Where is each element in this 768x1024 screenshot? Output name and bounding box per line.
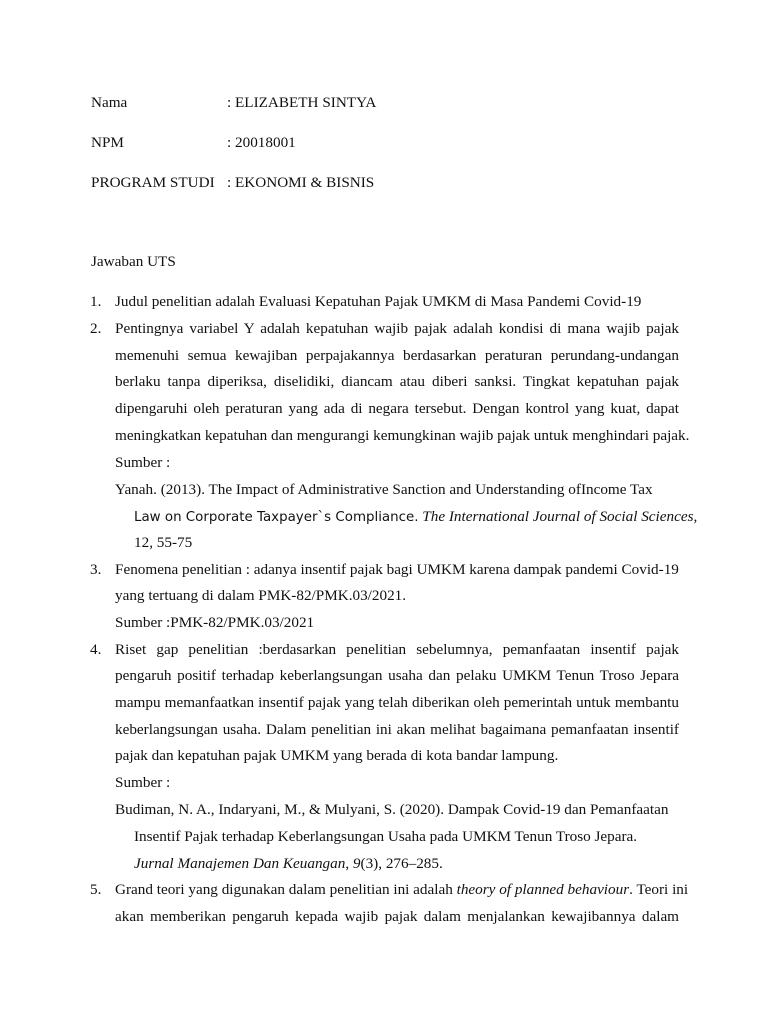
npm-label: NPM (91, 134, 124, 151)
reference-line: Budiman, N. A., Indaryani, M., & Mulyani, S. (2020). Dampak Covid-19 dan Pemanfaatan (115, 801, 669, 818)
item-5-line (115, 881, 688, 899)
theory-name: theory of planned behaviour (456, 881, 630, 898)
item-4-line: pengaruh positif terhadap keberlangsungan usaha dan pelaku UMKM Tenun Troso Jepara (115, 667, 679, 684)
reference-line: Yanah. (2013). The Impact of Administrative Sanction and Understanding ofIncome Tax (115, 481, 653, 498)
item-4-line: mampu memanfaatkan insentif pajak yang telah diberikan oleh pemerintah untuk membantu (115, 694, 679, 711)
nama-label: Nama (91, 94, 128, 111)
item-2-line: meningkatkan kepatuhan dan mengurangi kemungkinan wajib pajak untuk menghindari pajak. (115, 427, 690, 444)
item-2-line: berlaku tanpa diperiksa, diselidiki, diancam atau diberi sanksi. Tingkat kepatuhan pajak (115, 373, 679, 390)
reference-line: 12, 55-75 (134, 534, 193, 551)
item-5-text: . Teori ini (629, 881, 689, 898)
nama-value: : ELIZABETH SINTYA (227, 94, 377, 111)
reference-punct: , (693, 508, 698, 525)
item-2-line: Pentingnya variabel Y adalah kepatuhan wajib pajak adalah kondisi di mana wajib pajak (115, 320, 679, 337)
item-4-line: Riset gap penelitian :berdasarkan penelitian sebelumnya, pemanfaatan insentif pajak (115, 641, 679, 658)
reference-line: Insentif Pajak terhadap Keberlangsungan Usaha pada UMKM Tenun Troso Jepara. (134, 828, 638, 845)
source-line: Sumber :PMK-82/PMK.03/2021 (115, 614, 315, 631)
item-4-line: keberlangsungan usaha. Dalam penelitian ini akan melihat bagaimana pemanfaatan insentif (115, 721, 679, 738)
source-label: Sumber : (115, 774, 171, 791)
npm-value: : 20018001 (227, 134, 296, 151)
reference-line (134, 855, 443, 873)
reference-title: Law on Corporate Taxpayer`s Compliance. (134, 510, 419, 525)
source-label: Sumber : (115, 454, 171, 471)
item-number: 1. (90, 293, 102, 310)
program-studi-value: : EKONOMI & BISNIS (227, 174, 375, 191)
item-number: 3. (90, 561, 102, 578)
item-3-line: Fenomena penelitian : adanya insentif pajak bagi UMKM karena dampak pandemi Covid-19 (115, 561, 679, 578)
item-number: 4. (90, 641, 102, 658)
section-title: Jawaban UTS (91, 253, 176, 270)
reference-line (134, 508, 697, 527)
reference-punct: , (345, 855, 353, 872)
item-2-line: memenuhi semua kewajiban perpajakannya berdasarkan peraturan perundang-undangan (115, 347, 679, 364)
item-2-line: dipengaruhi oleh peraturan yang ada di negara tersebut. Dengan kontrol yang kuat, dapat (115, 400, 679, 417)
item-3-line: yang tertuang di dalam PMK-82/PMK.03/2021. (115, 587, 407, 604)
item-5-text: Grand teori yang digunakan dalam penelitian ini adalah (115, 881, 457, 898)
journal-name: The International Journal of Social Sciences (422, 508, 694, 525)
reference-pages: (3), 276–285. (360, 855, 443, 872)
journal-name: Jurnal Manajemen Dan Keuangan (134, 855, 346, 872)
item-1-line: Judul penelitian adalah Evaluasi Kepatuhan Pajak UMKM di Masa Pandemi Covid-19 (115, 293, 642, 310)
item-4-line: pajak dan kepatuhan pajak UMKM yang berada di kota bandar lampung. (115, 747, 559, 764)
item-number: 5. (90, 881, 102, 898)
program-studi-label: PROGRAM STUDI (91, 174, 215, 191)
journal-volume: 9 (352, 855, 361, 872)
item-5-line: akan memberikan pengaruh kepada wajib pajak dalam menjalankan kewajibannya dalam (115, 908, 679, 925)
item-number: 2. (90, 320, 102, 337)
